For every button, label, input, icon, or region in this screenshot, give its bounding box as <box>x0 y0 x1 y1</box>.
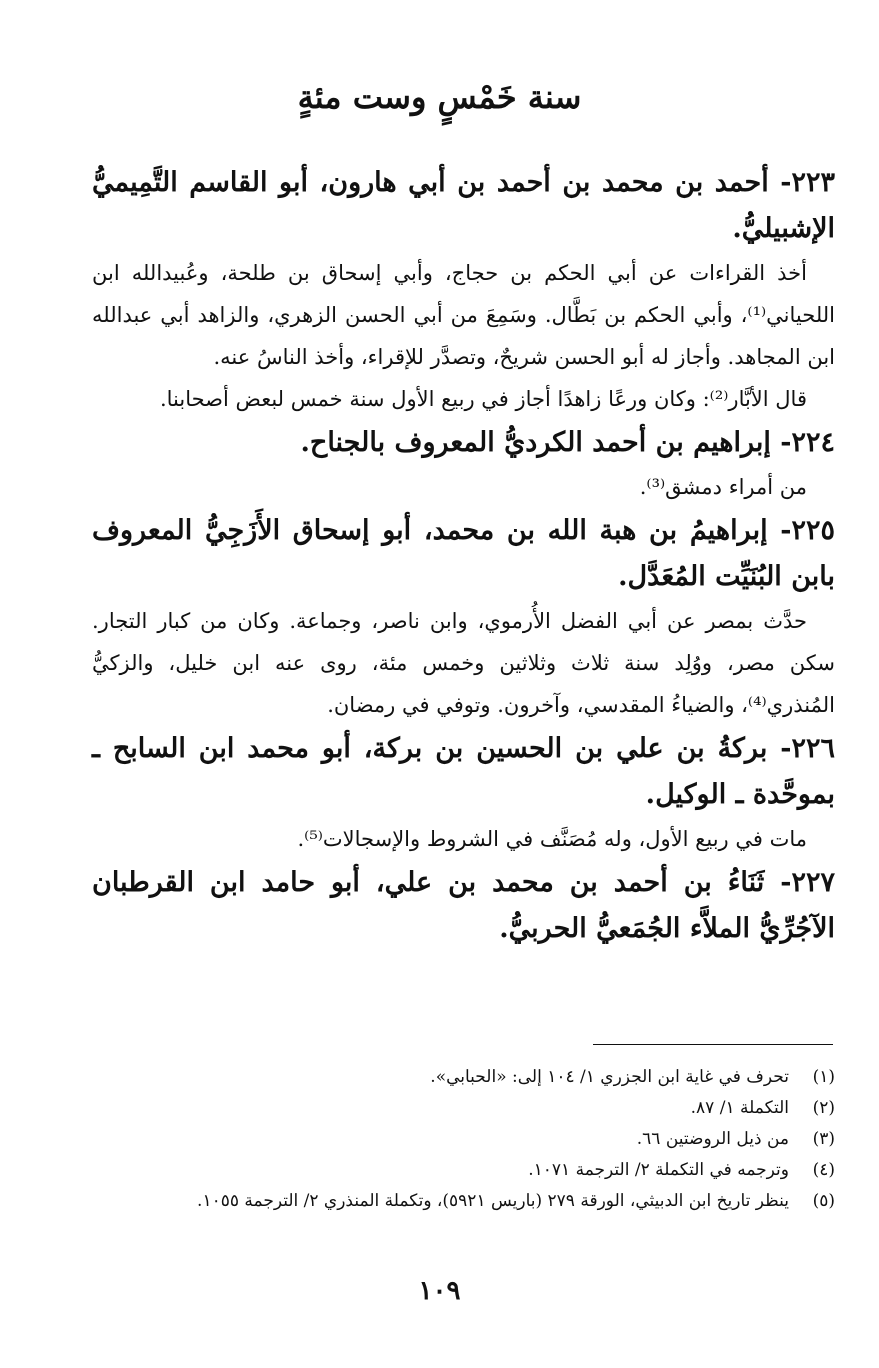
footnote-text: التكملة ١/ ٨٧. <box>690 1098 789 1118</box>
body-paragraph: أخذ القراءات عن أبي الحكم بن حجاج، وأبي إسحاق بن طلحة، وعُبيدالله ابن اللحياني⁽¹⁾، وأبي الحكم بن بَطَّال. وسَمِعَ من أبي الحسن الزهري، والزاهد أبي عبدالله ابن المجاهد. وأجاز له أبو الحسن شريحٌ، وتصدَّر للإقراء، وأخذ الناسُ عنه. <box>92 261 835 369</box>
footnote <box>92 1124 835 1155</box>
footnote-number: (٢) <box>812 1098 835 1118</box>
footnote-text: وترجمه في التكملة ٢/ الترجمة ١٠٧١. <box>528 1160 789 1180</box>
page-title: سنة خَمْسٍ وست مئةٍ <box>297 78 582 116</box>
body-paragraph: من أمراء دمشق⁽³⁾. <box>639 475 807 499</box>
footnote-number: (٥) <box>812 1191 835 1211</box>
entry-heading-223: ٢٢٣- أحمد بن محمد بن أحمد بن أبي هارون، أبو القاسم التَّمِيميُّ الإشبيليُّ. <box>92 167 835 244</box>
footnote-number: (٣) <box>812 1129 835 1149</box>
footnote <box>92 1186 835 1217</box>
footnote-number: (١) <box>812 1067 835 1087</box>
footnote <box>92 1155 835 1186</box>
entry-heading-225: ٢٢٥- إبراهيمُ بن هبة الله بن محمد، أبو إسحاق الأَزَجِيُّ المعروف بابن البُنَيِّت المُعَدَّل. <box>92 515 835 592</box>
footnote-text: من ذيل الروضتين ٦٦. <box>636 1129 789 1149</box>
footnote-divider <box>593 1044 833 1045</box>
entry-heading-224: ٢٢٤- إبراهيم بن أحمد الكرديُّ المعروف بالجناح. <box>300 427 835 458</box>
footnote <box>92 1093 835 1124</box>
body-paragraph: قال الأبَّار⁽²⁾: وكان ورعًا زاهدًا أجاز في ربيع الأول سنة خمس لبعض أصحابنا. <box>159 387 807 411</box>
entry-heading-227: ٢٢٧- ثَنَاءُ بن أحمد بن محمد بن علي، أبو حامد ابن القرطبان الآجُرِّيُّ الملاَّء الجُمَعيُّ الحربيُّ. <box>92 867 835 944</box>
body-paragraph: حدَّث بمصر عن أبي الفضل الأُرموي، وابن ناصر، وجماعة. وكان من كبار التجار. سكن مصر، ووُلِد سنة ثلاث وثلاثين وخمس مئة، روى عنه ابن خليل، والزكيُّ المُنذري⁽⁴⁾، والضياءُ المقدسي، وآخرون. وتوفي في رمضان. <box>92 609 835 717</box>
page-body <box>92 160 835 952</box>
footnote-text: ينظر تاريخ ابن الدبيثي، الورقة ٢٧٩ (باريس ٥٩٢١)، وتكملة المنذري ٢/ الترجمة ١٠٥٥. <box>197 1191 789 1211</box>
page-number: ١٠٩ <box>418 1276 461 1306</box>
body-paragraph: مات في ربيع الأول، وله مُصَنَّف في الشروط والإسجالات⁽⁵⁾. <box>297 827 807 851</box>
entry-heading-226: ٢٢٦- بركةُ بن علي بن الحسين بن بركة، أبو محمد ابن السابح ـ بموحَّدة ـ الوكيل. <box>92 733 835 810</box>
footnote-number: (٤) <box>812 1160 835 1180</box>
footnotes <box>92 1062 835 1217</box>
footnote-text: تحرف في غاية ابن الجزري ١/ ١٠٤ إلى: «الحبابي». <box>430 1067 789 1087</box>
footnote <box>92 1062 835 1093</box>
